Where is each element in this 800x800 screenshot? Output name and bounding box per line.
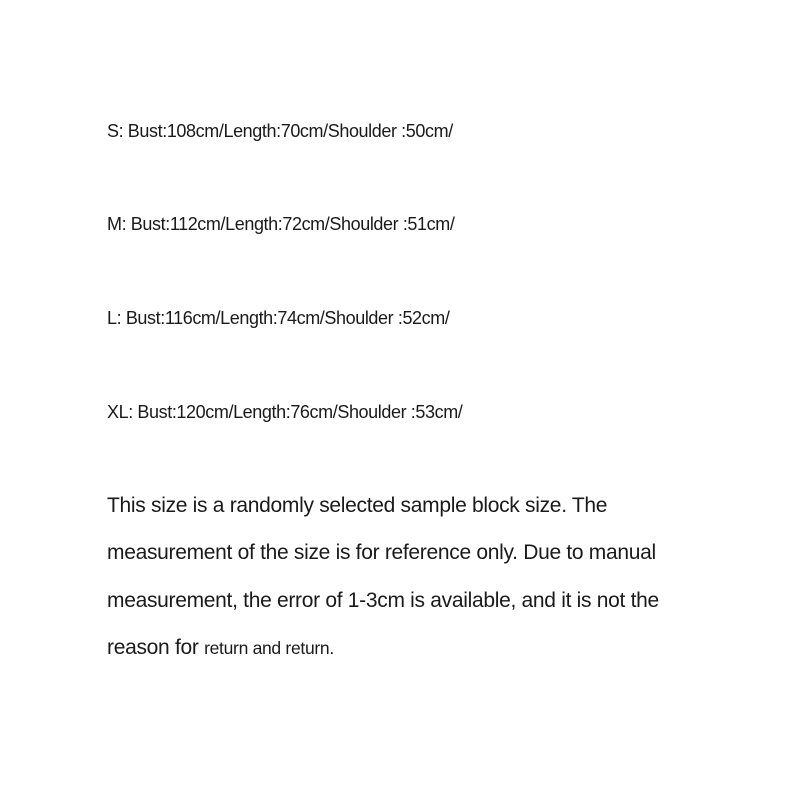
size-note-line-2: measurement of the size is for reference only. Due to manual bbox=[107, 541, 656, 564]
size-note-line-4 bbox=[107, 634, 334, 662]
size-s-measurements: S: Bust:108cm/Length:70cm/Shoulder :50cm/ bbox=[107, 121, 453, 141]
size-note-line-3: measurement, the error of 1-3cm is available, and it is not the bbox=[107, 589, 659, 612]
size-m-measurements: M: Bust:112cm/Length:72cm/Shoulder :51cm/ bbox=[107, 214, 455, 234]
size-xl-measurements: XL: Bust:120cm/Length:76cm/Shoulder :53cm/ bbox=[107, 402, 463, 422]
size-l-measurements: L: Bust:116cm/Length:74cm/Shoulder :52cm/ bbox=[107, 308, 450, 328]
size-note-line-4-end: return and return. bbox=[204, 638, 334, 658]
size-note-line-1: This size is a randomly selected sample block size. The bbox=[107, 494, 608, 517]
size-note-line-4-start: reason for bbox=[107, 636, 205, 659]
